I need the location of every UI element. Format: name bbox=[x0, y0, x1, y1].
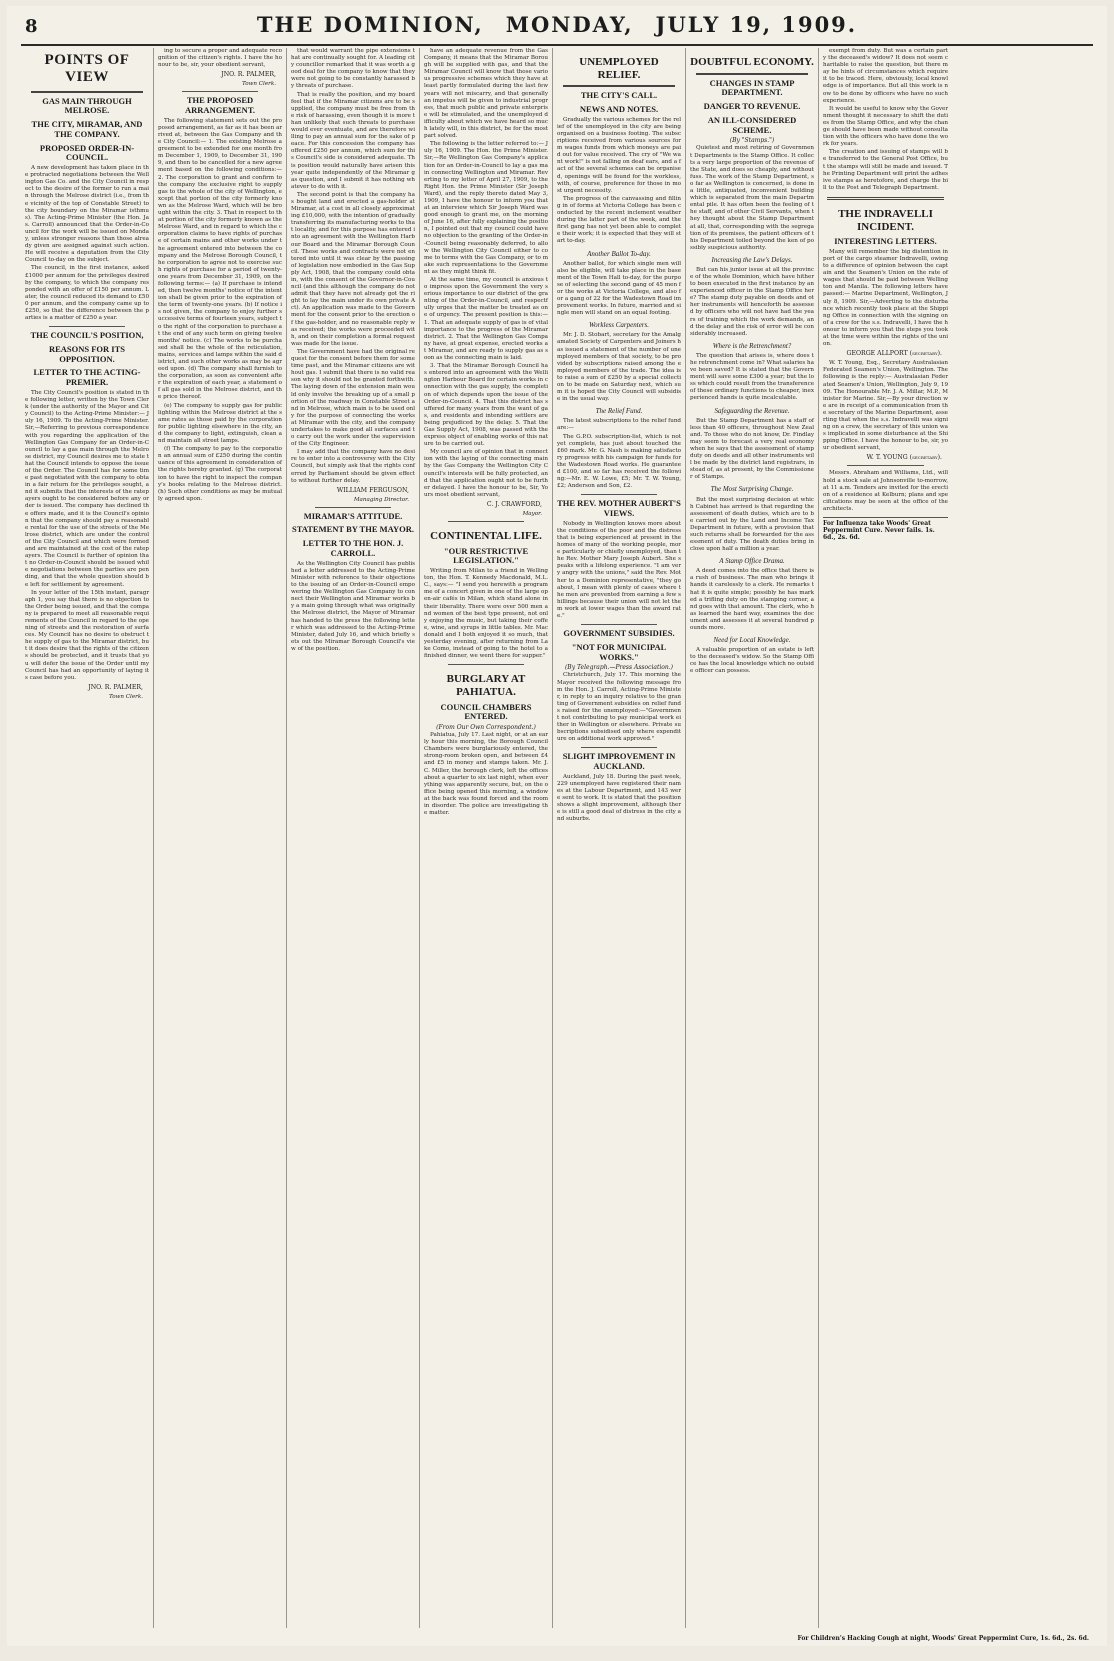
subhead-council-position: THE COUNCIL'S POSITION, bbox=[30, 330, 144, 341]
columns bbox=[21, 48, 1093, 1628]
subhead-restrictive-legislation: "OUR RESTRICTIVE LEGISLATION." bbox=[443, 545, 529, 566]
headline-indravelli-incident: THE INDRAVELLI INCIDENT. bbox=[838, 207, 933, 233]
headline-burglary-pahiatua: BURGLARY AT PAHIATUA. bbox=[446, 673, 526, 698]
subhead-safeguarding-revenue: Safeguarding the Revenue. bbox=[714, 406, 790, 415]
subhead-mother-aubert: THE REV. MOTHER AUBERT'S VIEWS. bbox=[557, 498, 681, 519]
divider bbox=[31, 91, 143, 93]
article-paragraph: Quietest and most retiring of Government Departments is the Stamp Office. It collects a very large proportion of the revenue of the State, and does so cheaply, and without fuss. The work of the Stamp Department, so far as Wellington is concerned, is done in a little, antiquated, inconvenient building which is separated from the main Departmental pile. It has often been the feeling of the staff, and of other Civil Servants, when they thought about the Stamp Department at all, that, corresponding with the segregation of its premises, the patient officers of this Department toiled beyond the ken of possibly suspicious authority. bbox=[690, 145, 814, 251]
article-paragraph: Writing from Milan to a friend in Wellington, the Hon. T. Kennedy Macdonald, M.L.C., says:— "I send you herewith a programme of a concert given in one of the large open-air cafés in Milan, which stand alone in their liberality. There were over 500 men and women of the best type present, not only enjoying the music, but taking their coffee, wine, and syrups in little tables. Mr. Macdonald and I both enjoyed it so much, that yesterday evening, after returning from Lake Como, instead of going to the hotel to a finished dinner, we went there for supper." bbox=[424, 568, 548, 660]
advertisement: For Influenza take Woods' Great Peppermint Cure. Never fails. 1s. 6d., 2s. 6d. bbox=[823, 517, 948, 541]
subhead-ill-considered: AN ILL-CONSIDERED SCHEME. bbox=[707, 114, 797, 135]
divider bbox=[448, 521, 524, 522]
signature-title: Managing Director. bbox=[353, 496, 409, 503]
correspondent-tag: (From Our Own Correspondent.) bbox=[436, 724, 536, 732]
subhead-local-knowledge: Need for Local Knowledge. bbox=[713, 636, 791, 645]
article-paragraph: It would be useful to know why the Government thought it necessary to shift the duties from the Stamp Office, and why the change should have been made without consultation with the officers who have done the work for years. bbox=[823, 105, 948, 148]
press-association-tag: (By Telegraph.—Press Association.) bbox=[564, 664, 674, 672]
article-paragraph: The following is the letter referred to:— July 16, 1909. The Hon. the Prime Minister. Sir,—Re Wellington Gas Company's application for an Order-in-Council to lay a gas main connecting Wellington and Miramar. Reverting to my letter of April 27, 1909, to the Right Hon. the Prime Minister (Sir Joseph Ward), and the reply thereto dated May 3, 1909, I have the honour to inform you that at an interview which Sir Joseph Ward was good enough to grant me, on the morning of June 16, after fully explaining the position, I pointed out that my council could have no objection to the granting of the Order-in-Council being reasonably deferred, to allow the Wellington City Council either to come to terms with the Gas Company, or to make such representations to the Government as they might think fit. bbox=[424, 141, 548, 275]
subhead-letter-carroll: LETTER TO THE HON. J. CARROLL. bbox=[302, 538, 404, 559]
subhead-reasons: REASONS FOR ITS OPPOSITION. bbox=[48, 343, 126, 364]
subhead-surprising-change: The Most Surprising Change. bbox=[710, 485, 794, 494]
issue-day: MONDAY, bbox=[505, 12, 634, 37]
article-paragraph: Gradually the various schemes for the relief of the unemployed in the city are being organised on a business footing. The subscriptions received from various sources form wages funds from which moneys are paid out for value received. The cry of "We want work!" is not falling on deaf ears, and a fact of the several schemes can be organised, openings will be found for the workless, with, of course, preference for those in most urgent necessity. bbox=[557, 116, 681, 194]
article-paragraph: But the most surprising decision at which Cabinet has arrived is that regarding the assessment of death duties, which are to be carried out by the Land and Income Tax Department in future, with a provision that such returns shall be forwarded for the assessment of duty. The death duties bring in close upon half a million a year. bbox=[690, 496, 814, 553]
divider bbox=[581, 747, 657, 748]
article-paragraph: A valuable proportion of an estate is left to the deceased's widow. So the Stamp Office has the local knowledge which no outside officer can possess. bbox=[690, 647, 814, 675]
subhead-relief-fund: The Relief Fund. bbox=[595, 407, 643, 416]
article-paragraph: Christchurch, July 17. This morning the Mayor received the following message from the Hon. J. Carroll, Acting-Prime Minister, in reply to an inquiry relative to the granting of Government subsidies on relief funds raised for the unemployed:—"Government not contributing to pay municipal work either in Wellington or elsewhere. Private subscriptions subsidised only where expenditure on additional work approved." bbox=[557, 672, 681, 743]
divider bbox=[182, 91, 258, 92]
signature: WILLIAM FERGUSON, bbox=[336, 486, 409, 494]
masthead bbox=[21, 10, 1093, 46]
article-paragraph: that would warrant the pipe extensions that are continually sought for. A leading city councillor remarked that it was worth a good deal for the company to know that they were not going to be constantly harassed by threats of purchase. bbox=[291, 48, 415, 90]
article-paragraph: W. T. Young, Esq., Secretary Australasian Federated Seamen's Union, Wellington. The following is the reply:— Australasian Federated Seamen's Union, Wellington, July 9, 1909. The Honourable Mr. J. A. Millar, M.P., Minister for Marine. Sir,—By your direction we are in receipt of a communication from the secretary of the Marine Department, asserting that when the s.s. Indravelli was signing on a crew, the secretary of this union was implicated in some disturbance at the Shipping Office. I have the honour to be, sir, your obedient servant, bbox=[823, 360, 949, 452]
subhead-not-municipal: "NOT FOR MUNICIPAL WORKS." bbox=[571, 641, 667, 662]
subhead-city-call: THE CITY'S CALL. bbox=[580, 90, 658, 101]
article-paragraph: Messrs. Abraham and Williams, Ltd., will hold a stock sale at Johnsonville to-morrow, at 11 a.m. Tenders are invited for the erection of a residence at Kelburn; plans and specifications may be seen at the office of the architects. bbox=[823, 470, 948, 512]
divider bbox=[563, 85, 675, 87]
article-paragraph: Another ballot, for which single men will also be eligible, will take place in the basement of the Town Hall to-day, for the purpose of selecting the second gang of 45 men for the works at Victoria College, and also for a gang of 22 for the Wadestown Road improvement works. In future, married and single men will stand on an equal footing. bbox=[557, 260, 681, 317]
column-3 bbox=[287, 48, 420, 1628]
article-paragraph: At the same time, my council is anxious to impress upon the Government the very serious importance to our district of the granting of the Order-in-Council, and respectfully urges that the matter be treated as one of urgency. The present position is this:— 1. That an adequate supply of gas is of vital importance to the progress of the Miramar district. 2. That the Wellington Gas Company have, at great expense, erected works at Miramar, and are ready to supply gas as soon as the connecting main is laid. bbox=[424, 277, 548, 362]
signature-title: Town Clerk. bbox=[108, 693, 143, 700]
signature: GEORGE ALLPORT (secretary). bbox=[846, 350, 942, 358]
headline-continental-life: CONTINENTAL LIFE. bbox=[430, 529, 542, 542]
article-paragraph: The following statement sets out the proposed arrangement, as far as it has been arrived at, between the Gas Company and the City Council:— 1. The existing Melrose agreement to be extended for one month from December 1, 1909, to December 31, 1909, and then to be cancelled for a new agreement based on the following conditions:— 2. The corporation to grant and confirm to the company the exclusive right to supply gas to the whole of the city of Wellington, except that portion of the city formerly known as the Melrose Ward, which will be brought within the city. 3. That in respect to that portion of the city formerly known as the Melrose Ward, and in regard to which the corporation claims to have rights of purchase of certain mains and other works under the agreement entered into between the company and the Melrose Borough Council, the corporation to agree not to exercise such rights of purchase for a period of twenty-one years from December 31, 1909, on the following terms:— (a) If purchase is intended, then twelve months' notice of the intention shall be given prior to the expiration of the term of twenty-one years. (b) If notice is not given, the company to enjoy further successive terms of fourteen years, subject to the right of the corporation to purchase at the end of any such term on giving twelve months' notice. (c) The works to be purchased shall be the whole of the reticulation, mains, services and lamps within the said district, and such other works as may be agreed upon. (d) The company shall furnish to the corporation, as soon as convenient after the expiration of each year, a statement of all gas sold in the Melrose district, and the price thereof. bbox=[158, 117, 282, 401]
divider bbox=[581, 494, 657, 495]
subhead-stamp-department: CHANGES IN STAMP DEPARTMENT. bbox=[709, 77, 795, 98]
subhead-miramar-attitude: MIRAMAR'S ATTITUDE. bbox=[303, 510, 403, 521]
article-paragraph: I may add that the company have no desire to enter into a controversy with the City Council, but simply ask that the rights conferred by Parliament should be given effect to without further delay. bbox=[291, 449, 415, 484]
subhead-letter-acting-premier: LETTER TO THE ACTING-PREMIER. bbox=[33, 367, 141, 388]
divider bbox=[448, 664, 524, 665]
article-paragraph: The City Council's position is stated in the following letter, written by the Town Clerk (under the authority of the Mayor and City Council) to the Acting-Prime Minister:— July 16, 1909. To the Acting-Prime Minister. Sir,—Referring to previous correspondence with you regarding the application of the Wellington Gas Company for an Order-in-Council to lay a gas main through the Melrose district, my Council desires me to state that the Council intends to oppose the issue of the Order. The Council has for some time past negotiated with the company to obtain a fair return for the privileges sought, and it submits that the interests of the ratepayers ought to be considered before any order is issued. The company has declined the offers made, and it is the Council's opinion that the company should pay a reasonable rental for the use of the streets of the Melrose district, which are under the control of the City Council and which were formed and are maintained at the cost of the ratepayers. The Council is further of opinion that no Order-in-Council should be issued while negotiations between the parties are pending, and that the whole question should be left for settlement by agreement. bbox=[25, 389, 149, 588]
article-paragraph: Mr. J. D. Stobart, secretary for the Amalgamated Society of Carpenters and Joiners has issued a statement of the number of unemployed members of that society, to be provided by subscriptions raised among the employed members of the trade. The idea is to raise a sum of £250 by a special collection to be made on Saturday next, which sum it is hoped the City Council will subsidise in the usual way. bbox=[557, 332, 681, 403]
subhead-order-in-council: PROPOSED ORDER-IN-COUNCIL. bbox=[39, 142, 135, 163]
article-paragraph: exempt from duty. But was a certain party the deceased's widow? It does not seem charitable to raise the question, but there may be hints of circumstances which require it to be traced. Here, obviously, local knowledge is of importance. But all this work is now to be done by officers who have no such experience. bbox=[823, 48, 948, 104]
signature: W. T. YOUNG (secretary). bbox=[866, 454, 942, 462]
article-paragraph: have an adequate revenue from the Gas Company, it means that the Miramar Borough will be supplied with gas, and that the Miramar Council will know that those various progressive schemes which they have at least partly formulated during the last few years will not miscarry, and that generally an impetus will be given to industrial progress, that much public and private enterprise will be stimulated, and the unemployed difficulty about which we have heard so much lately will, in this district, be for the most part solved. bbox=[424, 48, 548, 140]
article-paragraph: As the Wellington City Council has published a letter addressed to the Acting-Prime Minister with reference to their objections to the issuing of an Order-in-Council empowering the Wellington Gas Company to connect their Wellington and Miramar works by a main going through what was originally the Melrose district, the Mayor of Miramar has handed to the press the following letter which was addressed to the Acting-Prime Minister, dated July 16, and which briefly sets out the Miramar Borough Council's view of the position. bbox=[291, 560, 415, 652]
signature-title: Mayor. bbox=[522, 510, 542, 517]
divider bbox=[581, 624, 657, 625]
article-paragraph: The second point is that the company has bought land and erected a gas-holder at Miramar, at a cost in all closely approximating £10,000, with the intention of gradually transferring its manufacturing works to that locality, and for this purpose has entered into an agreement with the Wellington Harbour Board and the Miramar Borough Council. These works and contracts were not entered into until it was clear by the passing of legislation now embodied in the Gas Supply Act, 1908, that the company could obtain, with the consent of the Governor-in-Council (and this although the company do not admit that they have not already got the right to lay the main under its own private Act). An application was made to the Government for the consent prior to the erection of the gas-holder, and no reasonable reply was received; the works were proceeded with, and on their completion a formal request was made for the issue. bbox=[291, 191, 415, 347]
article-paragraph: The question that arises is, where does the retrenchment come in? What salaries have been saved? It is stated that the Government will save some £300 a year; but the loss which could result from the transference of these ordinary functions to cheaper, inexperienced hands is quite incalculable. bbox=[690, 352, 815, 402]
article-paragraph: The council, in the first instance, asked £1000 per annum for the privileges desired by the company, to which the company responded with an offer of £150 per annum. Later, the council reduced its demand to £500 per annum, and the company came up to £250, so that the difference between the parties is a matter of £250 a year. bbox=[25, 265, 149, 322]
article-paragraph: But can his junior issue at all the province of the whole Dominion, which have hitherto been executed in the first instance by an experienced officer in the Stamp Office here? The stamp duty payable on deeds and other instruments will henceforth be assessed by officers who will not have had the years of training which the work demands, and the delay and the risk of error will be considerably increased. bbox=[690, 266, 814, 337]
article-paragraph: The creation and issuing of stamps will be transferred to the General Post Office, but the stamps will still be made and issued. The Printing Department will print the adhesive stamps as heretofore, and charge the bill to the Post and Telegraph Department. bbox=[823, 149, 948, 191]
subhead-workless-carpenters: Workless Carpenters. bbox=[588, 321, 650, 330]
subhead-law-delays: Increasing the Law's Delays. bbox=[711, 255, 793, 264]
subhead-city-miramar: THE CITY, MIRAMAR, AND THE COMPANY. bbox=[31, 119, 143, 139]
article-paragraph: A deed comes into the office that there is a rush of business. The man who brings it hands it carelessly to a clerk. He remarks that it is quite simple; possibly he has marked a trifling duty on the stamping corner, and goes with that amount. The clerk, who has learned the hard way, examines the document and assesses it at several hundred pounds more. bbox=[690, 568, 814, 632]
article-paragraph: Nobody in Wellington knows more about the conditions of the poor and the distress that is being experienced at present in the homes of many of the working people, more particularly or chiefly unemployed, than the Rev. Mother Mary Joseph Aubert. She speaks with a lifelong experience. "I am very angry with the unions," said the Rev. Mother to a Dominion representative, "they go about, I mean with plenty of cases where the men are prevented from earning a few shillings because their union will not let them work at lower wages than the award rate." bbox=[557, 520, 681, 620]
article-paragraph: A new development has taken place in the protracted negotiations between the Wellington Gas Co. and the City Council in respect to the desire of the former to run a main through the Melrose district (i.e., from the vicinity of the top of Constable Street) to the city boundary on the Miramar isthmus). The Acting-Prime Minister (the Hon. Jas. Carroll) announced that the Order-in-Council for the work will be issued on Monday, unless stronger reasons than those already given are assigned against such action. He will receive a deputation from the City Council to-day on the subject. bbox=[25, 165, 149, 264]
article-paragraph: (f) The company to pay to the corporation an annual sum of £250 during the continuance of this agreement in consideration of the rights hereby granted. (g) The corporation to have the right to inspect the company's books relating to the Melrose district. (h) Such other conditions as may be mutually agreed upon. bbox=[158, 446, 282, 502]
column-4 bbox=[420, 48, 553, 1628]
subhead-statement-mayor: STATEMENT BY THE MAYOR. bbox=[291, 524, 415, 535]
article-paragraph: The latest subscriptions to the relief fund are:— bbox=[557, 418, 681, 432]
subhead-interesting-letters: INTERESTING LETTERS. bbox=[834, 236, 937, 247]
headline-unemployed-relief: UNEMPLOYED RELIEF. bbox=[579, 56, 659, 81]
column-5 bbox=[553, 48, 686, 1628]
article-paragraph: But the Stamp Department has a staff of less than 40 officers, throughout New Zealand. To those who do not know, Dr. Findlay may seem to forecast a very real economy when he says that the assessment of stamp duty on deeds and all other instruments will be made by the district land registrars, instead of, as at present, by the Commissioner of Stamps. bbox=[690, 417, 814, 481]
divider bbox=[847, 465, 924, 466]
signature: JNO. R. PALMER, bbox=[221, 71, 276, 79]
footer-advertisement: For Children's Hacking Cough at night, Woods' Great Peppermint Cure, 1s. 6d., 2s. 6d. bbox=[797, 1635, 1089, 1642]
byline: (By "Stamps.") bbox=[729, 137, 775, 145]
subhead-danger-revenue: DANGER TO REVENUE. bbox=[703, 101, 801, 112]
article-paragraph: 3. That the Miramar Borough Council has entered into an agreement with the Wellington Harbour Board for certain works in connection with the gas supply, the completion of which depends upon the issue of the Order-in-Council. 4. That this district has suffered for many years from the want of gas, and residents and intending settlers are being prejudiced by the delay. 5. That the Gas Supply Act, 1908, was passed with the express object of enabling works of this nature to be carried out. bbox=[424, 363, 548, 448]
subhead-proposed-arrangement: THE PROPOSED ARRANGEMENT. bbox=[185, 95, 255, 116]
subhead-another-ballot: Another Ballot To-day. bbox=[587, 249, 651, 258]
headline-doubtful-economy: DOUBTFUL ECONOMY. bbox=[690, 56, 814, 68]
subhead-retrenchment: Where is the Retrenchment? bbox=[712, 341, 792, 350]
subhead-stamp-office-drama: A Stamp Office Drama. bbox=[719, 557, 785, 566]
article-paragraph: Many will remember the big distention in port of the cargo steamer Indravelli, owing to a difference of opinion between the captain and the Seamen's Union on the rate of wages that should be paid between Wellington and Manila. The following letters have passed:— Marine Department, Wellington, July 8, 1909. Sir,—Adverting to the disturbance which recently took place at the Shipping Office in connection with the signing on of a crew for the s.s. Indravelli, I have the honour to inform you that the steps you took at the time were within the rights of the union. bbox=[823, 248, 948, 348]
paper-title-line bbox=[21, 12, 1093, 37]
signature: C. J. CRAWFORD, bbox=[486, 500, 542, 508]
article-paragraph: Pahiatua, July 17. Last night, or at an early hour this morning, the Borough Council Chambers were burglariously entered, the strong-room broken open, and between £4 and £5 in money and stamps taken. Mr. J. C. Miller, the borough clerk, left the offices about a quarter to six last night, when everything was apparently secure, but, on the office being opened this morning, a window at the back was found forced and the room in disorder. The police are investigating the matter. bbox=[424, 732, 548, 817]
divider bbox=[49, 326, 125, 327]
issue-date: JULY 19, 1909. bbox=[655, 12, 858, 37]
paper-name: THE DOMINION, bbox=[256, 12, 484, 37]
divider bbox=[696, 73, 808, 75]
article-paragraph: My council are of opinion that in connection with the laying of the connecting main by the Gas Company the Wellington City Council's interests will be fully protected, and that the application ought not to be further delayed. I have the honour to be, Sir, Yours most obedient servant, bbox=[424, 449, 548, 498]
subhead-chambers-entered: COUNCIL CHAMBERS ENTERED. bbox=[440, 701, 532, 722]
subhead-gas-main: GAS MAIN THROUGH MELROSE. bbox=[42, 95, 132, 116]
signature-title: Town Clerk. bbox=[241, 81, 276, 88]
article-paragraph: In your letter of the 15th instant, paragraph 1, you say that there is no objection to the Order being issued, and that the company is prepared to meet all reasonable requirements of the Council in regard to the opening of streets and the restoration of surfaces. My Council has no desire to obstruct the supply of gas to the Miramar district, but it does desire that the rights of the citizens should be protected, and it trusts that you will defer the issue of the Order until my Council has had an opportunity of laying its case before you. bbox=[25, 589, 149, 681]
subhead-government-subsidies: GOVERNMENT SUBSIDIES. bbox=[563, 628, 675, 639]
article-paragraph: ing to secure a proper and adequate recognition of the citizen's rights. I have the honour to be, sir, your obedient servant, bbox=[158, 48, 282, 69]
column-2 bbox=[154, 48, 287, 1628]
signature: JNO. R. PALMER, bbox=[88, 683, 143, 691]
divider bbox=[827, 197, 944, 200]
column-1 bbox=[21, 48, 154, 1628]
article-paragraph: The Government have had the original request for the consent before them for some time past, and the Miramar citizens are without gas. I submit that there is no valid reason why it should not be granted forthwith. The laying down of the extension main would only involve the breaking up of a small portion of the roadway in Constable Street and in Melrose, which main is to be used only for the purpose of connecting the works at Miramar with the city, and the company undertakes to make good all surfaces and to carry out the work under the supervision of the City Engineer. bbox=[291, 348, 415, 448]
article-paragraph: That is really the position, and my board feel that if the Miramar citizens are to be supplied, the company must be free from the risk of harassing, even though it is more than unlikely that such threats to purchase would ever eventuate, and are therefore willing to pay an annual sum for the sake of peace. For this concession the company has offered £250 per annum, which sum for this Council's side is considered adequate. This position would naturally have arisen this year quite independently of the Miramar gas question, and I submit it has nothing whatever to do with it. bbox=[291, 91, 415, 190]
subhead-news-notes: NEWS AND NOTES. bbox=[579, 104, 659, 115]
column-7 bbox=[819, 48, 952, 1628]
page-number: 8 bbox=[25, 16, 38, 37]
article-paragraph: Auckland, July 18. During the past week, 229 unemployed have registered their names at the Labour Department, and 143 were sent to work. It is stated that the position shows a slight improvement, although there is still a good deal of distress in the city and suburbs. bbox=[557, 773, 681, 823]
subhead-auckland: SLIGHT IMPROVEMENT IN AUCKLAND. bbox=[562, 751, 676, 772]
newspaper-page bbox=[7, 6, 1107, 1646]
column-6 bbox=[686, 48, 819, 1628]
article-paragraph: The progress of the canvassing and filling in of forms at Victoria College has been conducted by the recent inclement weather during the latter part of the week, and the first gang has not yet been able to complete their work; it is expected that they will start to-day. bbox=[557, 195, 681, 245]
headline-points-of-view: POINTS OF VIEW bbox=[44, 52, 130, 86]
article-paragraph: (e) The company to supply gas for public lighting within the Melrose district at the same rates as those paid by the corporation for public lighting elsewhere in the city, and the company to light, extinguish, clean and maintain all street lamps. bbox=[158, 402, 282, 445]
divider bbox=[315, 507, 391, 508]
article-paragraph: The G.P.O. subscription-list, which is not yet complete, has just about touched the £60 mark. Mr. G. Nash is making satisfactory progress with his campaign for funds for the Wadestown Road works. He guaranteed £100, and so far has received the following:—Mr. E. W. Lowe, £5; Mr. T. W. Young, £2; Anderson and Son, £2. bbox=[557, 433, 681, 490]
